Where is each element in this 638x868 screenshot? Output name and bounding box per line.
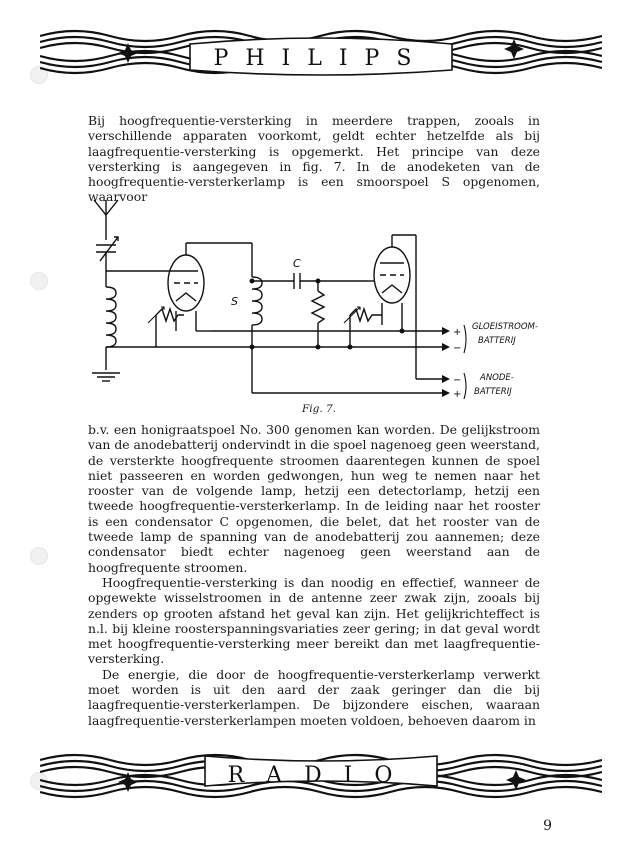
label-s: S [231,295,238,308]
antenna-coil-icon [106,287,116,347]
punch-hole [30,547,48,565]
resistor-icon [350,309,382,321]
body-text [88,422,540,728]
label-gloeistroom: GLOEISTROOM- [472,322,538,332]
label-batterij-1: BATTERIJ [478,336,516,346]
variable-capacitor-icon [96,237,118,261]
resistor-icon [312,291,324,323]
intro-text [88,113,540,205]
figure-caption: Fig. 7. [301,403,337,415]
label-batterij-2: BATTERIJ [474,387,512,397]
paragraph: Hoogfrequentie-versterking is dan noodig en effectief, wanneer de opgewekte wisselstroomen in de antenne zeer zwak zijn, zooals bij zenders op grooten afstand het geval kan zijn. Het gelijkrichteffect is n.l. bij kleine roosterspanningsvariaties zeer gering; in dat geval wordt met hoogfrequentie-versterking meer bereikt dan met laagfrequentie-versterking. [88,574,540,667]
punch-hole [30,272,48,290]
label-anode: ANODE- [480,373,514,383]
label-c: C [293,257,301,270]
paragraph: b.v. een honigraatspoel No. 300 genomen kan worden. De gelijkstroom van de anodebatterij ondervindt in die spoel nagenoeg geen weerstand, de versterkte hoogfrequente stroomen daarentegen kunnen de spoel niet passeeren en worden gedwongen, hun weg te nemen naar het rooster van de volgende lamp, hetzij een detectorlamp, hetzij een tweede hoogfrequentie-versterkerlamp. In de leiding naar het rooster is een condensator C opgenomen, die belet, dat het rooster van de tweede lamp de spanning van de anodebatterij zou aannemen; deze condensator biedt echter nagenoeg geen weerstand aan de hoogfrequente stroomen. [88,422,540,575]
paragraph: De energie, die door de hoogfrequentie-versterkerlamp verwerkt moet worden is uit den aard der zaak geringer dan die bij laagfrequentie-versterkerlampen. De bijzondere eischen, waaraan laagfrequentie-versterkerlampen moeten voldoen, behoeven daarom in [88,666,540,728]
vacuum-tube-icon [374,247,410,303]
page-number: 9 [543,818,552,834]
terminal-arrow-icon [442,327,450,397]
ground-icon [92,373,120,381]
header-brand: PHILIPS [213,46,429,71]
vacuum-tube-icon [168,255,204,311]
terminal-minus-2: − [453,375,462,386]
terminal-minus-1: − [453,343,462,354]
terminal-plus-1: + [453,327,462,338]
footer-brand: RADIO [227,763,415,788]
terminal-plus-2: + [453,389,462,400]
antenna-icon [94,200,118,240]
paragraph: Bij hoogfrequentie-versterking in meerdere trappen, zooals in verschillende apparaten voorkomt, geldt echter hetzelfde als bij laagfrequentie-versterking is opgemerkt. Het principe van deze versterking is aangegeven in fig. 7. In de anodeketen van de hoogfrequentie-versterkerlamp is een smoorspoel S opgenomen, waarvoor [88,113,540,205]
circuit-diagram [88,195,540,407]
choke-coil-icon [252,277,262,325]
